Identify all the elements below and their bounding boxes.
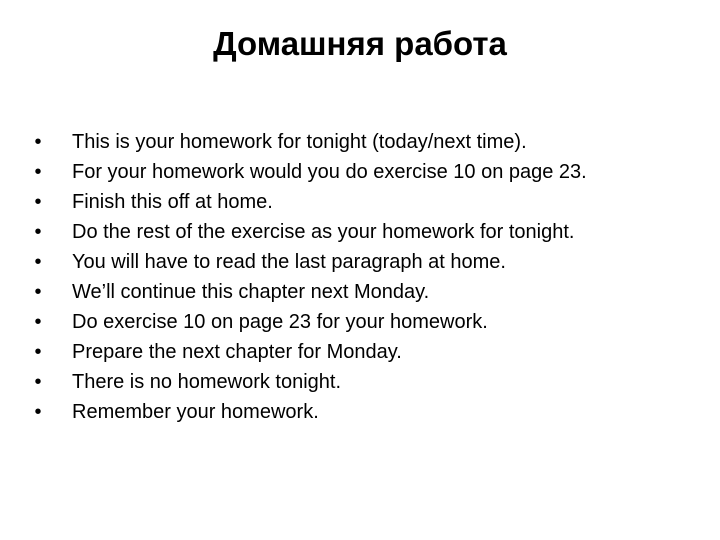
slide-title: Домашняя работа [213, 25, 507, 62]
bullet-text: Do the rest of the exercise as your homework for tonight. [72, 221, 575, 243]
bullet-icon: • [34, 191, 42, 213]
bullet-icon: • [34, 371, 42, 393]
bullet-icon: • [34, 161, 42, 183]
list-item [28, 189, 688, 215]
bullet-text: You will have to read the last paragraph at home. [72, 251, 506, 273]
bullet-text: For your homework would you do exercise 10 on page 23. [72, 161, 587, 183]
list-item [28, 159, 688, 185]
list-item [28, 399, 688, 425]
bullet-text: Finish this off at home. [72, 191, 273, 213]
list-item [28, 219, 688, 245]
bullet-icon: • [34, 341, 42, 363]
bullet-text: There is no homework tonight. [72, 371, 342, 393]
bullet-icon: • [34, 131, 42, 153]
list-item [28, 249, 688, 275]
list-item [28, 369, 688, 395]
bullet-icon: • [34, 221, 42, 243]
list-item [28, 279, 688, 305]
list-item [28, 309, 688, 335]
bullet-text: Do exercise 10 on page 23 for your homework. [72, 311, 488, 333]
bullet-icon: • [34, 281, 42, 303]
list-item [28, 339, 688, 365]
bullet-text: We’ll continue this chapter next Monday. [72, 281, 430, 303]
bullet-icon: • [34, 251, 42, 273]
bullet-text: Remember your homework. [72, 401, 319, 423]
bullet-list [28, 129, 688, 429]
bullet-text: Prepare the next chapter for Monday. [72, 341, 402, 363]
bullet-text: This is your homework for tonight (today/next time). [72, 131, 527, 153]
bullet-icon: • [34, 311, 42, 333]
list-item [28, 129, 688, 155]
bullet-icon: • [34, 401, 42, 423]
